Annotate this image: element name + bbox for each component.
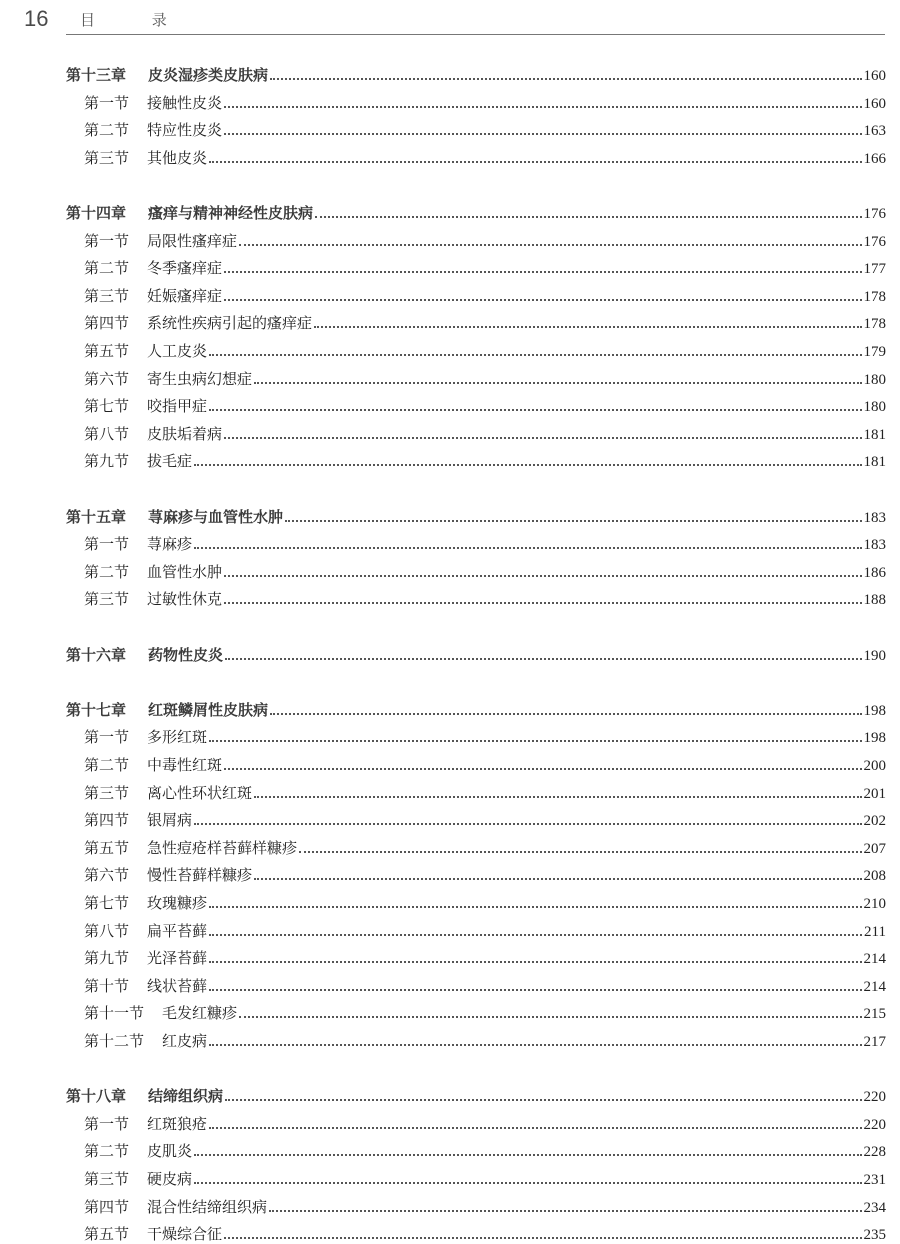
dot-leader — [194, 822, 861, 825]
dot-leader — [285, 519, 861, 522]
toc-section-entry — [84, 1222, 886, 1244]
dot-leader — [209, 739, 861, 742]
page-reference: 183 — [863, 537, 886, 554]
toc-section-entry — [84, 1195, 886, 1217]
dot-leader — [209, 933, 862, 936]
section-number: 第三节 — [84, 783, 130, 802]
section-title: 皮肤垢着病 — [147, 424, 223, 443]
toc-section-entry — [84, 311, 886, 333]
page-reference: 160 — [863, 68, 886, 84]
dot-leader — [224, 1236, 861, 1239]
section-number: 第八节 — [84, 921, 130, 940]
toc-section-entry — [84, 1112, 886, 1134]
dot-leader — [209, 1043, 861, 1046]
section-number: 第三节 — [84, 1170, 130, 1188]
section-title: 寄生虫病幻想症 — [147, 369, 253, 388]
dot-leader — [224, 436, 861, 439]
toc-section-entry — [84, 118, 886, 140]
dot-leader — [209, 905, 861, 908]
header-rule — [66, 34, 885, 35]
section-title: 玫瑰糠疹 — [147, 894, 208, 912]
section-title: 毛发红糠疹 — [162, 1004, 238, 1023]
dot-leader — [270, 77, 861, 80]
toc-section-entry — [84, 974, 886, 996]
page-reference: 179 — [863, 344, 886, 360]
page-reference: 217 — [863, 1034, 886, 1050]
section-title: 皮肌炎 — [147, 1142, 193, 1161]
dot-leader — [209, 988, 861, 991]
page-reference: 176 — [863, 206, 886, 222]
page-reference: 181 — [863, 454, 886, 471]
section-number: 第二节 — [84, 259, 130, 278]
page-reference: 188 — [863, 592, 886, 609]
section-number: 第七节 — [84, 397, 130, 416]
section-title: 接触性皮炎 — [147, 93, 223, 112]
toc-chapter-entry — [66, 643, 886, 665]
toc-section-entry — [84, 229, 886, 251]
chapter-number: 第十四章 — [66, 204, 127, 222]
chapter-title: 结缔组织病 — [148, 1087, 224, 1106]
dot-leader — [254, 795, 861, 798]
toc-section-entry — [84, 449, 886, 471]
toc-section-entry — [84, 1029, 886, 1051]
section-title: 特应性皮炎 — [147, 121, 223, 140]
section-number: 第二节 — [84, 756, 130, 774]
page-reference: 210 — [863, 896, 886, 912]
section-number: 第一节 — [84, 535, 130, 554]
page-reference: 180 — [863, 371, 886, 388]
section-title: 混合性结缔组织病 — [147, 1197, 268, 1216]
dot-leader — [224, 767, 861, 770]
section-number: 第八节 — [84, 424, 130, 443]
chapter-number: 第十六章 — [66, 645, 127, 664]
dot-leader — [194, 546, 861, 549]
dot-leader — [209, 353, 861, 356]
toc-section-entry — [84, 532, 886, 554]
toc-section-entry — [84, 1001, 886, 1023]
page-reference: 163 — [863, 123, 886, 140]
section-title: 红斑狼疮 — [147, 1114, 208, 1133]
page-reference: 220 — [863, 1116, 886, 1133]
page-reference: 166 — [863, 150, 886, 167]
toc-section-entry — [84, 863, 886, 885]
page-reference: 200 — [863, 758, 886, 774]
dot-leader — [224, 270, 861, 273]
dot-leader — [225, 657, 861, 660]
section-number: 第六节 — [84, 866, 130, 885]
section-title: 冬季瘙痒症 — [147, 259, 223, 278]
toc-section-entry — [84, 919, 886, 941]
section-number: 第二节 — [84, 121, 130, 140]
toc-chapter-entry — [66, 201, 886, 223]
dot-leader — [194, 463, 861, 466]
section-number: 第五节 — [84, 342, 130, 360]
toc-chapter-entry — [66, 698, 886, 720]
section-number: 第十二节 — [84, 1032, 145, 1050]
page-reference: 214 — [863, 951, 886, 968]
toc-section-entry — [84, 781, 886, 803]
section-number: 第五节 — [84, 838, 130, 857]
section-number: 第一节 — [84, 231, 130, 250]
toc-section-entry — [84, 422, 886, 444]
page-reference: 198 — [863, 730, 886, 747]
chapter-title: 皮炎湿疹类皮肤病 — [148, 66, 269, 84]
section-title: 局限性瘙痒症 — [147, 231, 238, 250]
toc-section-entry — [84, 560, 886, 582]
dot-leader — [239, 1015, 861, 1018]
dot-leader — [209, 408, 861, 411]
section-title: 慢性苔藓样糠疹 — [147, 866, 253, 885]
page-reference: 186 — [863, 564, 886, 581]
dot-leader — [239, 243, 861, 246]
section-title: 红皮病 — [162, 1032, 208, 1050]
page-reference: 190 — [863, 647, 886, 664]
page-reference: 214 — [863, 978, 886, 995]
section-title: 干燥综合征 — [147, 1225, 223, 1244]
section-title: 妊娠瘙痒症 — [147, 286, 223, 305]
chapter-number: 第十三章 — [66, 66, 127, 84]
toc-section-entry — [84, 1139, 886, 1161]
section-number: 第二节 — [84, 1142, 130, 1161]
section-title: 离心性环状红斑 — [147, 783, 253, 802]
page-reference: 228 — [863, 1144, 886, 1161]
dot-leader — [224, 574, 861, 577]
chapter-title: 红斑鳞屑性皮肤病 — [148, 700, 269, 719]
section-number: 第四节 — [84, 314, 130, 333]
dot-leader — [224, 601, 861, 604]
section-title: 中毒性红斑 — [147, 756, 223, 774]
page-reference: 201 — [863, 785, 886, 802]
page-reference: 176 — [863, 233, 886, 250]
section-number: 第四节 — [84, 1197, 130, 1216]
dot-leader — [209, 1126, 861, 1129]
page-number: 16 — [24, 6, 49, 31]
page-reference: 207 — [863, 840, 886, 857]
section-number: 第七节 — [84, 894, 130, 912]
section-title: 过敏性休克 — [147, 590, 223, 609]
page-reference: 231 — [863, 1172, 886, 1188]
dot-leader — [209, 960, 861, 963]
section-title: 荨麻疹 — [147, 535, 193, 554]
section-title: 系统性疾病引起的瘙痒症 — [147, 314, 313, 333]
page-reference: 180 — [863, 399, 886, 416]
dot-leader — [224, 298, 861, 301]
page-reference: 198 — [863, 702, 886, 719]
section-number: 第三节 — [84, 286, 130, 305]
section-title: 急性痘疮样苔藓样糠疹 — [147, 838, 298, 857]
chapter-title: 瘙痒与精神神经性皮肤病 — [148, 204, 314, 222]
section-title: 其他皮炎 — [147, 148, 208, 167]
section-number: 第三节 — [84, 590, 130, 609]
toc-chapter-entry — [66, 505, 886, 527]
toc-section-entry — [84, 725, 886, 747]
toc-section-entry — [84, 394, 886, 416]
section-number: 第一节 — [84, 728, 130, 747]
toc-section-entry — [84, 339, 886, 361]
section-number: 第五节 — [84, 1225, 130, 1244]
section-number: 第四节 — [84, 811, 130, 830]
toc-section-entry — [84, 367, 886, 389]
page-reference: 211 — [864, 923, 886, 940]
page-reference: 181 — [863, 426, 886, 443]
toc-section-entry — [84, 146, 886, 168]
dot-leader — [225, 1098, 861, 1101]
section-number: 第一节 — [84, 1114, 130, 1133]
dot-leader — [314, 325, 861, 328]
page-reference: 178 — [863, 288, 886, 305]
dot-leader — [194, 1153, 861, 1156]
section-title: 拔毛症 — [147, 452, 193, 471]
toc-section-entry — [84, 891, 886, 913]
page-reference: 183 — [863, 509, 886, 526]
dot-leader — [194, 1181, 861, 1184]
chapter-title: 药物性皮炎 — [148, 645, 224, 664]
page-reference: 234 — [863, 1199, 886, 1216]
toc-section-entry — [84, 91, 886, 113]
section-title: 咬指甲症 — [147, 397, 208, 416]
section-number: 第十节 — [84, 976, 130, 995]
toc-section-entry — [84, 284, 886, 306]
toc-section-entry — [84, 256, 886, 278]
page-reference: 160 — [863, 95, 886, 112]
page-reference: 202 — [863, 813, 886, 830]
dot-leader — [209, 160, 861, 163]
section-title: 硬皮病 — [147, 1170, 193, 1188]
toc-section-entry — [84, 753, 886, 775]
section-number: 第十一节 — [84, 1004, 145, 1023]
dot-leader — [269, 1209, 861, 1212]
toc-chapter-entry — [66, 1084, 886, 1106]
toc-section-entry — [84, 808, 886, 830]
section-title: 人工皮炎 — [147, 342, 208, 360]
section-number: 第九节 — [84, 949, 130, 968]
section-number: 第二节 — [84, 562, 130, 581]
running-header-title: 目 录 — [80, 11, 193, 29]
section-title: 线状苔藓 — [147, 976, 208, 995]
dot-leader — [315, 215, 861, 218]
chapter-number: 第十七章 — [66, 700, 127, 719]
section-title: 血管性水肿 — [147, 562, 223, 581]
section-number: 第九节 — [84, 452, 130, 471]
chapter-number: 第十八章 — [66, 1087, 127, 1106]
section-title: 多形红斑 — [147, 728, 208, 747]
dot-leader — [270, 712, 861, 715]
page-reference: 215 — [863, 1006, 886, 1023]
dot-leader — [254, 877, 861, 880]
page-reference: 178 — [863, 316, 886, 333]
page-reference: 208 — [863, 868, 886, 885]
chapter-number: 第十五章 — [66, 507, 127, 526]
toc-chapter-entry — [66, 63, 886, 85]
dot-leader — [224, 132, 861, 135]
section-title: 扁平苔藓 — [147, 921, 208, 940]
page-reference: 220 — [863, 1089, 886, 1106]
section-title: 光泽苔藓 — [147, 949, 208, 968]
toc-section-entry — [84, 836, 886, 858]
chapter-title: 荨麻疹与血管性水肿 — [148, 507, 284, 526]
toc-section-entry — [84, 1167, 886, 1189]
page-reference: 177 — [863, 261, 886, 278]
dot-leader — [254, 381, 861, 384]
section-title: 银屑病 — [147, 811, 193, 830]
toc-section-entry — [84, 587, 886, 609]
section-number: 第一节 — [84, 93, 130, 112]
toc-section-entry — [84, 946, 886, 968]
section-number: 第六节 — [84, 369, 130, 388]
section-number: 第三节 — [84, 148, 130, 167]
page-reference: 235 — [863, 1227, 886, 1244]
dot-leader — [224, 105, 861, 108]
dot-leader — [299, 850, 861, 853]
